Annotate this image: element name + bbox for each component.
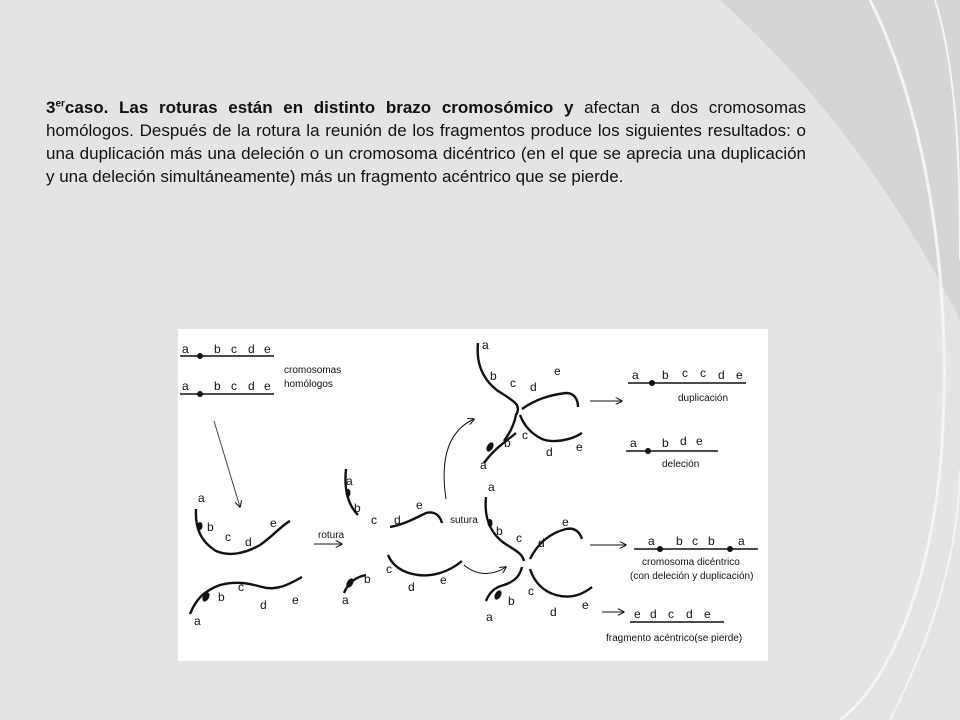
gene-label: d: [546, 445, 553, 459]
rotura-label: rotura: [318, 530, 345, 541]
gene-label: e: [582, 598, 589, 612]
gene-label: c: [238, 580, 244, 594]
gene-label: b: [496, 524, 503, 538]
gene-label: d: [394, 513, 401, 527]
gene-label: c: [528, 584, 534, 598]
case-text: afectan a dos cromosomas homólogos. Después de la rotura la reunión de los fragmentos produce los siguientes resultados: o una duplicación más una deleción o un cromosoma dicéntrico (en el que se aprecia una duplicación y una deleción simultáneamente) más un fragmento acéntrico que se pierde.: [46, 98, 806, 186]
gene-label: d: [680, 434, 687, 448]
gene-label: e: [696, 434, 703, 448]
gene-label: c: [386, 562, 392, 576]
gene-label: b: [354, 501, 361, 515]
gene-label: e: [576, 440, 583, 454]
gene-label: a: [482, 338, 489, 352]
gene-label: b: [508, 594, 515, 608]
duplication-result: [628, 366, 746, 404]
homologous-label-2: homólogos: [284, 379, 333, 390]
gene-label: b: [207, 520, 214, 534]
gene-label: e: [292, 593, 299, 607]
gene-label: c: [225, 530, 231, 544]
case-superscript: er: [55, 98, 65, 110]
gene-label: e: [704, 607, 711, 621]
gene-label: e: [440, 573, 447, 587]
gene-label: c: [668, 607, 674, 621]
down-arrow: [214, 421, 240, 507]
gene-label: d: [248, 379, 255, 393]
dicentric-label-2: (con deleción y duplicación): [630, 571, 754, 582]
gene-label: d: [718, 368, 725, 382]
duplicacion-label: duplicación: [678, 393, 729, 404]
gene-label: d: [245, 535, 252, 549]
rejoined-bottom: [486, 480, 592, 624]
gene-label: b: [662, 368, 669, 382]
gene-label: b: [504, 436, 511, 450]
gene-label: e: [264, 379, 271, 393]
gene-label: c: [522, 428, 528, 442]
gene-label: c: [510, 376, 516, 390]
gene-label: b: [490, 369, 497, 383]
gene-label: c: [516, 531, 522, 545]
gene-label: b: [708, 534, 715, 548]
gene-label: a: [632, 368, 639, 382]
gene-label: e: [634, 607, 641, 621]
dicentric-label-1: cromosoma dicéntrico: [642, 557, 740, 568]
gene-label: d: [550, 605, 557, 619]
gene-label: c: [231, 342, 237, 356]
gene-label: b: [676, 534, 683, 548]
rotura-step: [314, 530, 345, 544]
gene-label: e: [416, 498, 423, 512]
gene-label: a: [648, 534, 655, 548]
gene-label: b: [662, 436, 669, 450]
gene-label: e: [736, 368, 743, 382]
sutura-arrow-down: [464, 565, 506, 574]
gene-label: c: [692, 534, 698, 548]
gene-label: e: [554, 364, 561, 378]
gene-label: b: [364, 572, 371, 586]
gene-label: e: [270, 516, 277, 530]
gene-label: d: [538, 536, 545, 550]
gene-label: c: [700, 366, 706, 380]
gene-label: d: [686, 607, 693, 621]
gene-label: a: [480, 458, 487, 472]
dicentric-result: [630, 534, 758, 582]
gene-label: a: [194, 614, 201, 628]
homologous-chromosomes: [180, 342, 341, 397]
gene-label: d: [530, 380, 537, 394]
gene-label: a: [342, 593, 349, 607]
gene-label: a: [488, 480, 495, 494]
gene-label: e: [562, 515, 569, 529]
gene-label: a: [630, 436, 637, 450]
homologous-label-1: cromosomas: [284, 365, 342, 376]
gene-label: b: [214, 379, 221, 393]
gene-label: c: [231, 379, 237, 393]
gene-label: a: [738, 534, 745, 548]
gene-label: b: [214, 342, 221, 356]
broken-chromosomes: [342, 469, 462, 607]
chromosome-figure: [178, 329, 768, 661]
gene-label: a: [198, 491, 205, 505]
acentric-label: fragmento acéntrico(se pierde): [606, 633, 743, 644]
gene-label: d: [650, 607, 657, 621]
paired-chromosomes: [190, 491, 302, 628]
sutura-arrow-up: [444, 419, 474, 499]
sutura-label: sutura: [450, 515, 478, 526]
gene-label: d: [248, 342, 255, 356]
gene-label: a: [182, 379, 189, 393]
gene-label: a: [486, 610, 493, 624]
deletion-result: [626, 434, 718, 470]
case-number: 3: [46, 98, 56, 117]
rejoined-top: [478, 338, 583, 472]
gene-label: b: [218, 590, 225, 604]
gene-label: a: [346, 474, 353, 488]
acentric-result: [606, 607, 742, 644]
body-paragraph: [46, 96, 806, 188]
gene-label: e: [264, 342, 271, 356]
gene-label: c: [371, 513, 377, 527]
gene-label: d: [260, 598, 267, 612]
gene-label: a: [182, 342, 189, 356]
gene-label: c: [682, 366, 688, 380]
case-lead: caso. Las roturas están en distinto brazo cromosómico y: [64, 98, 574, 117]
delecion-label: deleción: [662, 459, 700, 470]
gene-label: d: [408, 580, 415, 594]
